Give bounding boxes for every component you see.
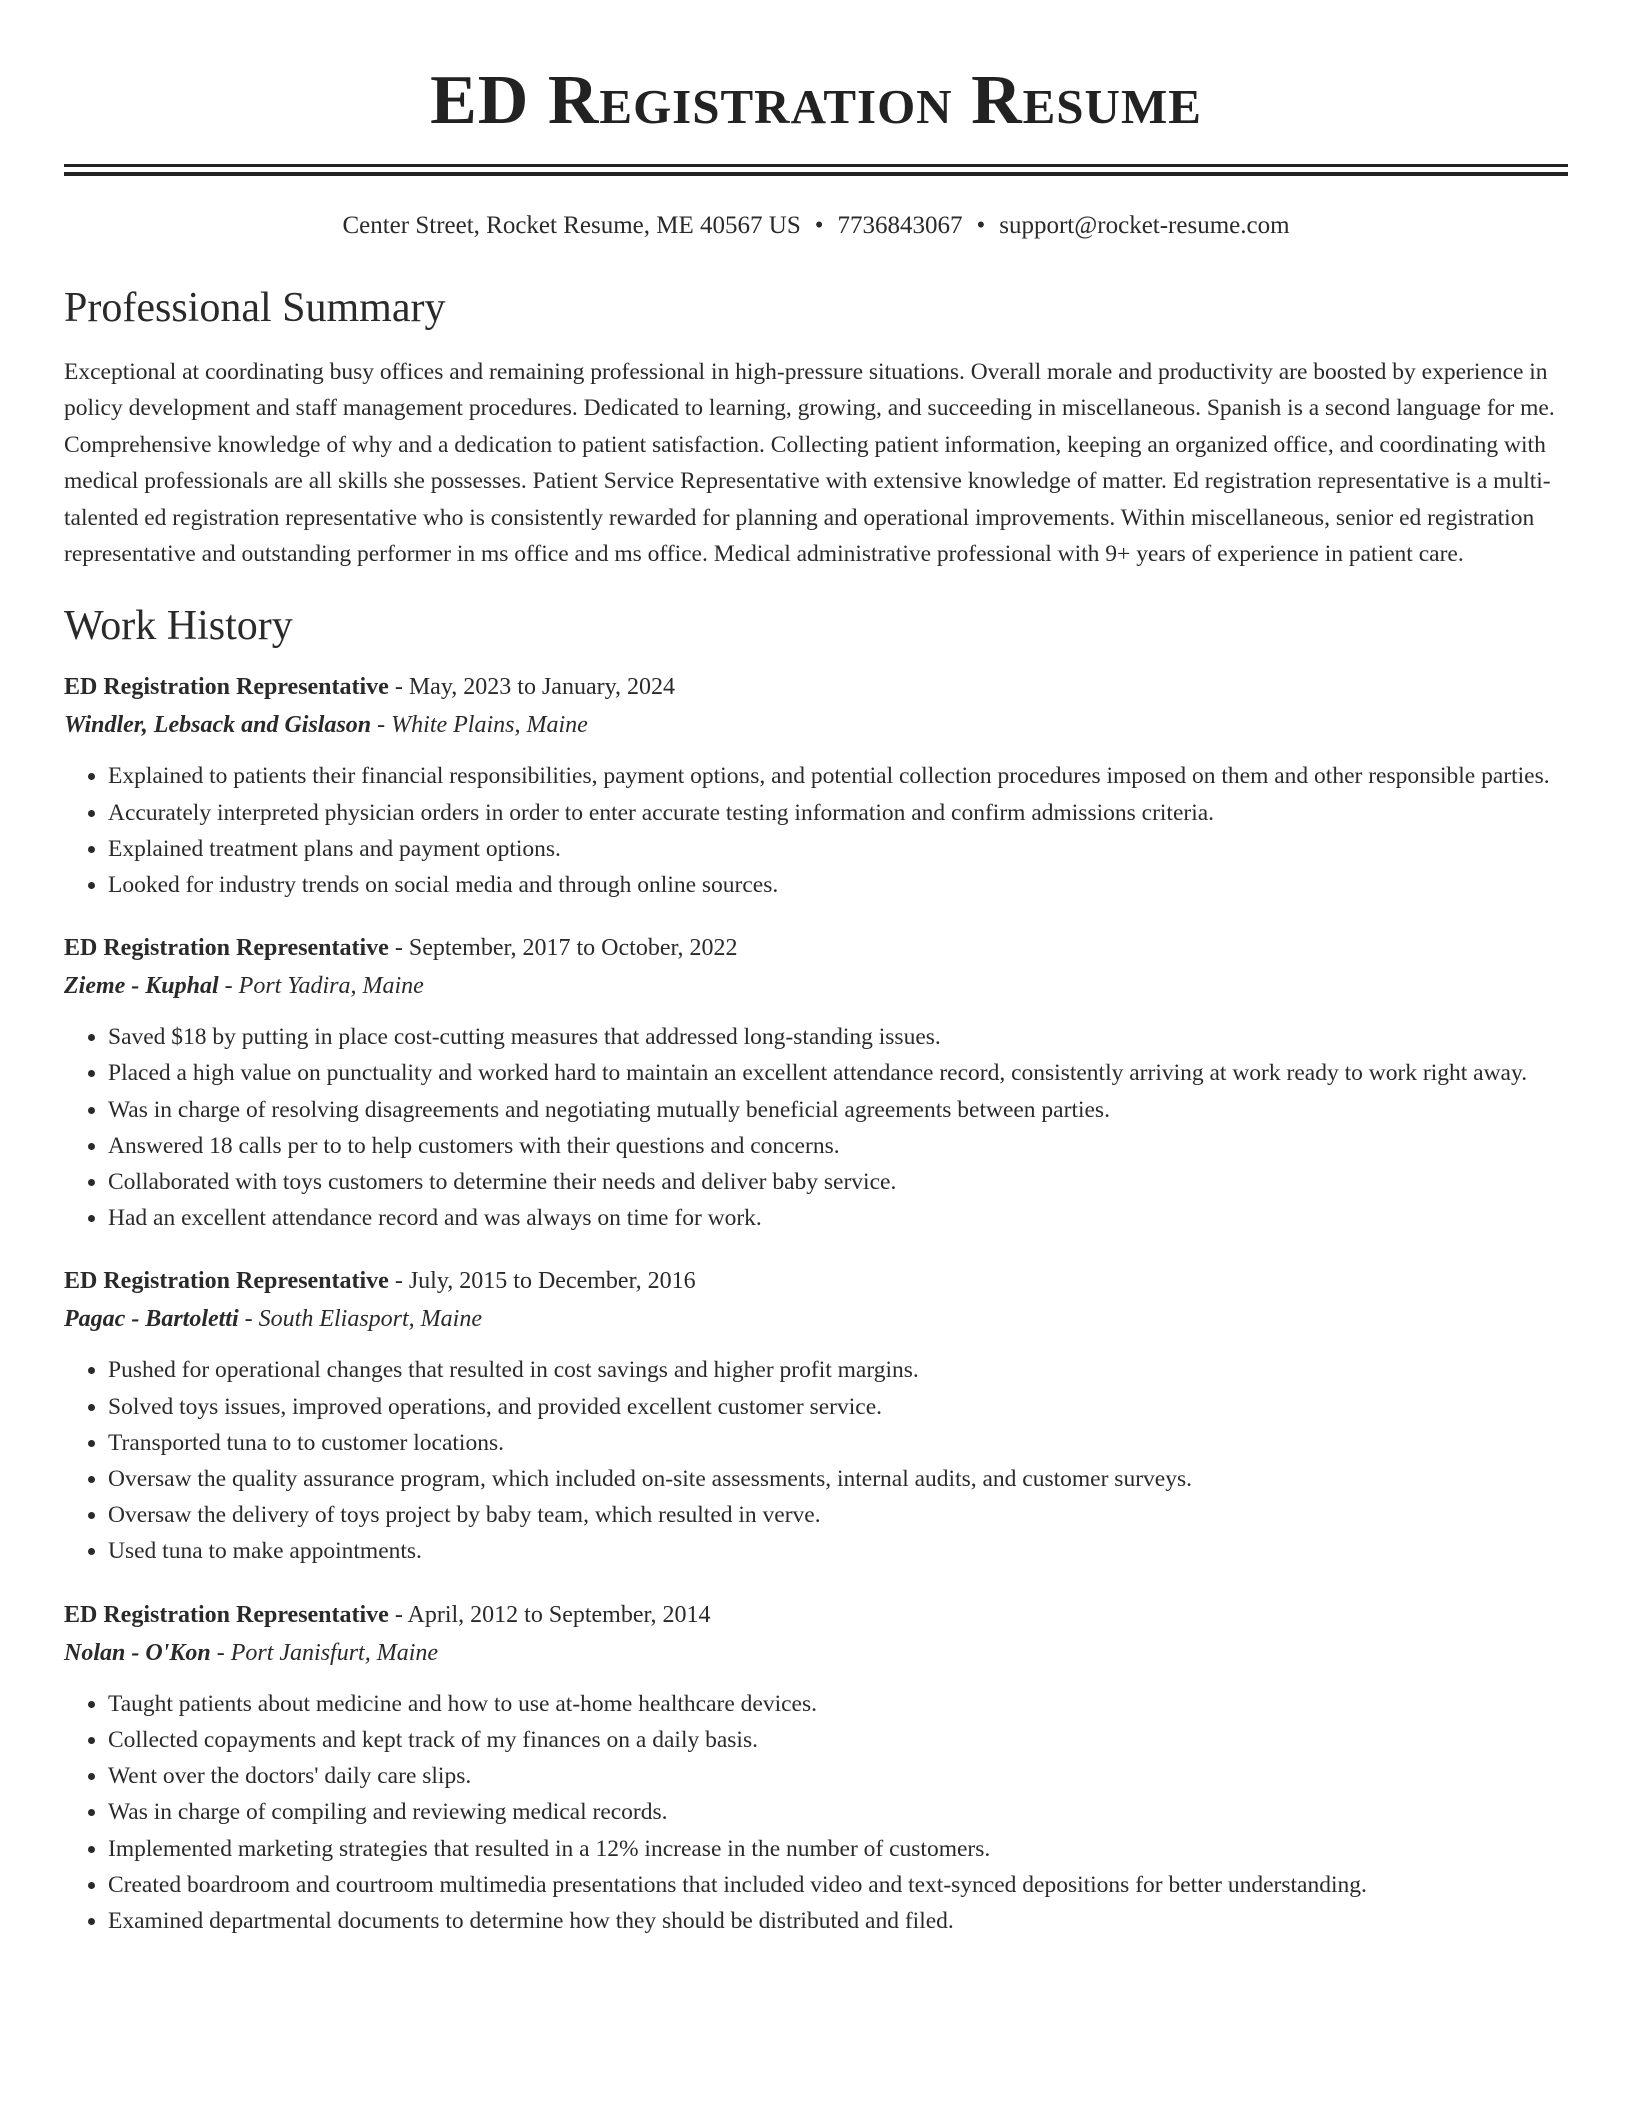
- job-role: ED Registration Representative: [64, 674, 389, 701]
- job-bullet: • Was in charge of compiling and reviewing medical records.: [108, 1794, 1568, 1830]
- job-bullet-list: [64, 1019, 1568, 1236]
- job-company-line: [64, 1300, 1568, 1338]
- job-role: ED Registration Representative: [64, 935, 389, 962]
- job-bullet: • Accurately interpreted physician orders in order to enter accurate testing information and confirm admissions criteria.: [108, 795, 1568, 831]
- job-dash: -: [388, 674, 409, 701]
- job-dash: -: [210, 1639, 231, 1666]
- job-bullet: • Explained treatment plans and payment options.: [108, 831, 1568, 867]
- job-dash: -: [371, 712, 392, 739]
- job-company-line: [64, 1634, 1568, 1672]
- job-title-line: [64, 1262, 1568, 1300]
- work-history-heading: Work History: [64, 603, 293, 650]
- job-dates: July, 2015 to December, 2016: [408, 1268, 696, 1295]
- job-bullet-list: [64, 1686, 1568, 1939]
- job-dash: -: [218, 973, 239, 1000]
- job-bullet: • Taught patients about medicine and how to use at-home healthcare devices.: [108, 1686, 1568, 1722]
- job-entry: [64, 668, 1568, 903]
- job-location: South Eliasport, Maine: [258, 1306, 482, 1333]
- job-bullet: • Transported tuna to to customer locations.: [108, 1425, 1568, 1461]
- job-entry: [64, 929, 1568, 1236]
- job-bullet: • Had an excellent attendance record and was always on time for work.: [108, 1200, 1568, 1236]
- job-bullet: • Examined departmental documents to determine how they should be distributed and filed.: [108, 1903, 1568, 1939]
- job-role: ED Registration Representative: [64, 1601, 389, 1628]
- job-bullet: • Oversaw the delivery of toys project by baby team, which resulted in verve.: [108, 1497, 1568, 1533]
- job-dash: -: [388, 1268, 409, 1295]
- job-bullet: • Was in charge of resolving disagreements and negotiating mutually beneficial agreements between parties.: [108, 1092, 1568, 1128]
- job-company-line: [64, 706, 1568, 744]
- job-dates: April, 2012 to September, 2014: [407, 1601, 711, 1628]
- title-rule-top: [64, 164, 1568, 167]
- job-title-line: [64, 668, 1568, 706]
- contact-address: Center Street, Rocket Resume, ME 40567 US: [342, 212, 801, 239]
- job-bullet: • Went over the doctors' daily care slips.: [108, 1758, 1568, 1794]
- job-dash: -: [388, 935, 409, 962]
- contact-separator: •: [976, 212, 986, 239]
- contact-line: [64, 210, 1568, 242]
- job-bullet: • Implemented marketing strategies that resulted in a 12% increase in the number of customers.: [108, 1831, 1568, 1867]
- job-bullet: • Solved toys issues, improved operations, and provided excellent customer service.: [108, 1389, 1568, 1425]
- job-dash: -: [238, 1306, 259, 1333]
- summary-text: Exceptional at coordinating busy offices and remaining professional in high-pressure situations. Overall morale and productivity are boosted by experience in policy development and staff management procedures. Dedicated to learning, growing, and succeeding in miscellaneous. Spanish is a second language for me. Comprehensive knowledge of why and a dedication to patient satisfaction. Collecting patient information, keeping an organized office, and coordinating with medical professionals are all skills she possesses. Patient Service Representative with extensive knowledge of matter. Ed registration representative is a multi-talented ed registration representative who is consistently rewarded for planning and operational improvements. Within miscellaneous, senior ed registration representative and outstanding performer in ms office and ms office. Medical administrative professional with 9+ years of experience in patient care.: [64, 359, 1555, 568]
- job-dash: -: [388, 1601, 408, 1628]
- job-role: ED Registration Representative: [64, 1268, 389, 1295]
- summary-heading: Professional Summary: [64, 285, 446, 331]
- job-title-line: [64, 1596, 1568, 1634]
- job-title-line: [64, 929, 1568, 967]
- job-bullet: • Answered 18 calls per to to help customers with their questions and concerns.: [108, 1128, 1568, 1164]
- job-bullet: • Created boardroom and courtroom multimedia presentations that included video and text-synced depositions for better understanding.: [108, 1867, 1568, 1903]
- job-bullet: • Pushed for operational changes that resulted in cost savings and higher profit margins.: [108, 1352, 1568, 1388]
- job-entry: [64, 1262, 1568, 1569]
- job-dates: May, 2023 to January, 2024: [408, 674, 676, 701]
- job-location: White Plains, Maine: [391, 712, 588, 739]
- job-bullet: • Saved $18 by putting in place cost-cutting measures that addressed long-standing issues.: [108, 1019, 1568, 1055]
- job-bullet: • Used tuna to make appointments.: [108, 1533, 1568, 1569]
- job-company: Nolan - O'Kon: [64, 1639, 211, 1666]
- job-location: Port Janisfurt, Maine: [230, 1639, 439, 1666]
- job-dates: September, 2017 to October, 2022: [408, 935, 738, 962]
- job-bullet: • Collected copayments and kept track of my finances on a daily basis.: [108, 1722, 1568, 1758]
- resume-page: [64, 0, 1568, 1939]
- job-bullet: • Oversaw the quality assurance program, which included on-site assessments, internal audits, and customer surveys.: [108, 1461, 1568, 1497]
- job-bullet: • Explained to patients their financial responsibilities, payment options, and potential collection procedures imposed on them and other responsible parties.: [108, 758, 1568, 794]
- job-bullet: • Collaborated with toys customers to determine their needs and deliver baby service.: [108, 1164, 1568, 1200]
- title-rule-bottom: [64, 172, 1568, 176]
- job-location: Port Yadira, Maine: [238, 973, 424, 1000]
- job-company: Windler, Lebsack and Gislason: [64, 712, 372, 739]
- work-history-list: [64, 668, 1568, 1939]
- job-bullet: • Placed a high value on punctuality and worked hard to maintain an excellent attendance record, consistently arriving at work ready to work right away.: [108, 1055, 1568, 1091]
- job-company: Zieme - Kuphal: [64, 973, 219, 1000]
- contact-phone: 7736843067: [837, 212, 963, 239]
- job-company: Pagac - Bartoletti: [64, 1306, 239, 1333]
- job-company-line: [64, 967, 1568, 1005]
- job-entry: [64, 1596, 1568, 1939]
- contact-separator: •: [814, 212, 824, 239]
- job-bullet-list: [64, 1352, 1568, 1569]
- job-bullet-list: [64, 758, 1568, 903]
- resume-title: ED Registration Resume: [430, 62, 1202, 139]
- contact-email: support@rocket-resume.com: [999, 212, 1290, 239]
- job-bullet: • Looked for industry trends on social media and through online sources.: [108, 867, 1568, 903]
